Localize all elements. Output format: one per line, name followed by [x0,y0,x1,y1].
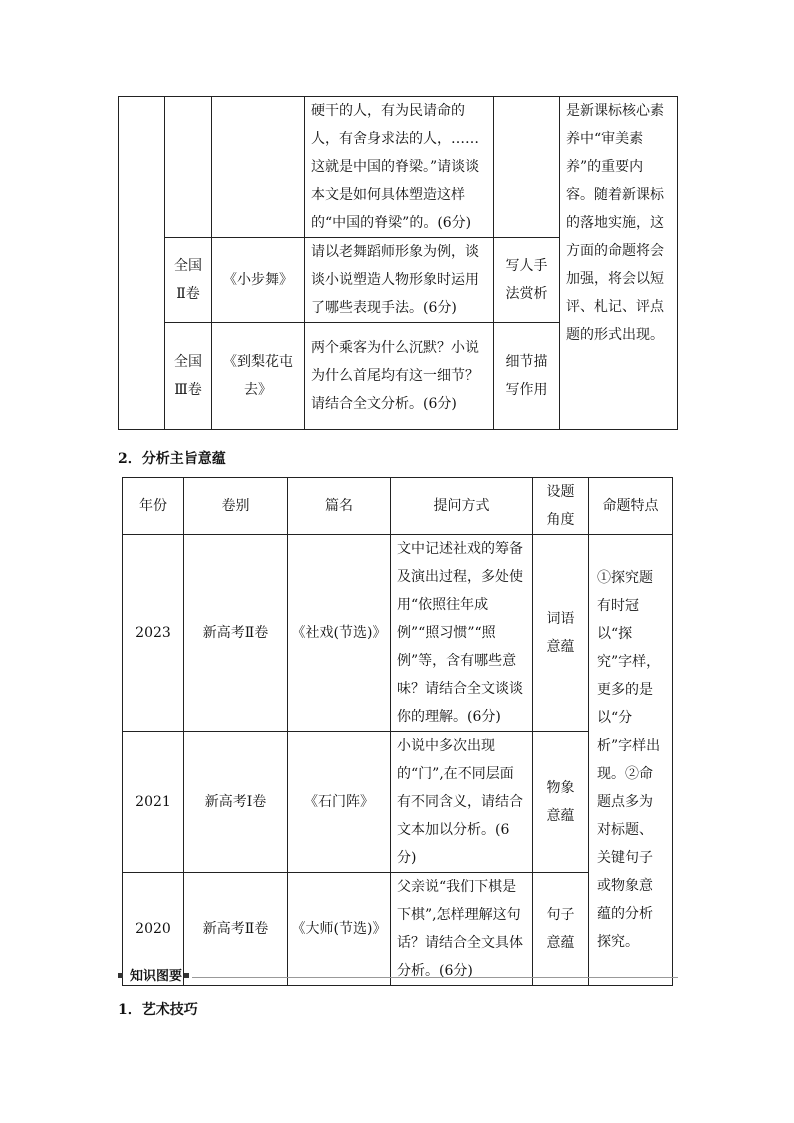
paper-cell: 新高考Ⅱ卷 [184,873,288,986]
title-cell: 《小步舞》 [212,238,305,323]
angle-cell: 句子意蕴 [533,873,589,986]
knowledge-divider [118,966,678,988]
year-cell: 2021 [123,732,184,873]
title-cell: 《石门阵》 [288,732,391,873]
square-bullet-icon [184,973,189,978]
table-continued [118,96,678,430]
question-cell: 文中记述社戏的筹备及演出过程，多处使用“依照往年成例”“照习惯”“照例”等，含有哪些意味？请结合全文谈谈你的理解。(6分) [391,535,533,732]
header-year: 年份 [123,478,184,535]
header-title: 篇名 [288,478,391,535]
empty-cell [165,97,212,238]
note-cell: 是新课标核心素养中“审美素养”的重要内容。随着新课标的落地实施，这方面的命题将会加强，将会以短评、札记、评点题的形式出现。 [560,97,678,430]
question-cell: 硬干的人，有为民请命的人，有舍身求法的人，……这就是中国的脊梁。”请谈谈本文是如何具体塑造这样的“中国的脊梁”的。(6分) [305,97,494,238]
feature-cell: ①探究题有时冠以“探究”字样，更多的是以“分析”字样出现。②命题点多为对标题、关键句子或物象意蕴的分析探究。 [589,535,673,986]
knowledge-label: 知识图要 [130,969,183,984]
angle-cell: 物象意蕴 [533,732,589,873]
paper-cell: 全国Ⅱ卷 [165,238,212,323]
square-bullet-icon [118,973,123,978]
question-cell: 请以老舞蹈师形象为例，谈谈小说塑造人物形象时运用了哪些表现手法。(6分) [305,238,494,323]
question-cell: 父亲说“我们下棋是下棋”,怎样理解这句话？请结合全文具体分析。(6分) [391,873,533,986]
angle-cell: 细节描写作用 [494,323,560,430]
header-paper: 卷别 [184,478,288,535]
year-cell: 2020 [123,873,184,986]
empty-cell [212,97,305,238]
header-feature: 命题特点 [589,478,673,535]
empty-cell [494,97,560,238]
theme-table [122,477,673,986]
section-heading: 1．艺术技巧 [118,1002,198,1018]
title-cell: 《社戏(节选)》 [288,535,391,732]
angle-cell: 词语意蕴 [533,535,589,732]
title-cell: 《到梨花屯去》 [212,323,305,430]
year-cell: 2023 [123,535,184,732]
empty-cell [119,97,165,430]
title-cell: 《大师(节选)》 [288,873,391,986]
table-row [119,97,678,238]
header-angle: 设题角度 [533,478,589,535]
angle-cell: 写人手法赏析 [494,238,560,323]
table-header-row [123,478,673,535]
paper-cell: 新高考Ⅰ卷 [184,732,288,873]
section-heading: 2．分析主旨意蕴 [118,451,226,467]
question-cell: 两个乘客为什么沉默？小说为什么首尾均有这一细节？请结合全文分析。(6分) [305,323,494,430]
header-question: 提问方式 [391,478,533,535]
question-cell: 小说中多次出现的“门”,在不同层面有不同含义，请结合文本加以分析。(6分) [391,732,533,873]
table-row [123,535,673,732]
divider-line [192,977,678,978]
paper-cell: 新高考Ⅱ卷 [184,535,288,732]
paper-cell: 全国Ⅲ卷 [165,323,212,430]
